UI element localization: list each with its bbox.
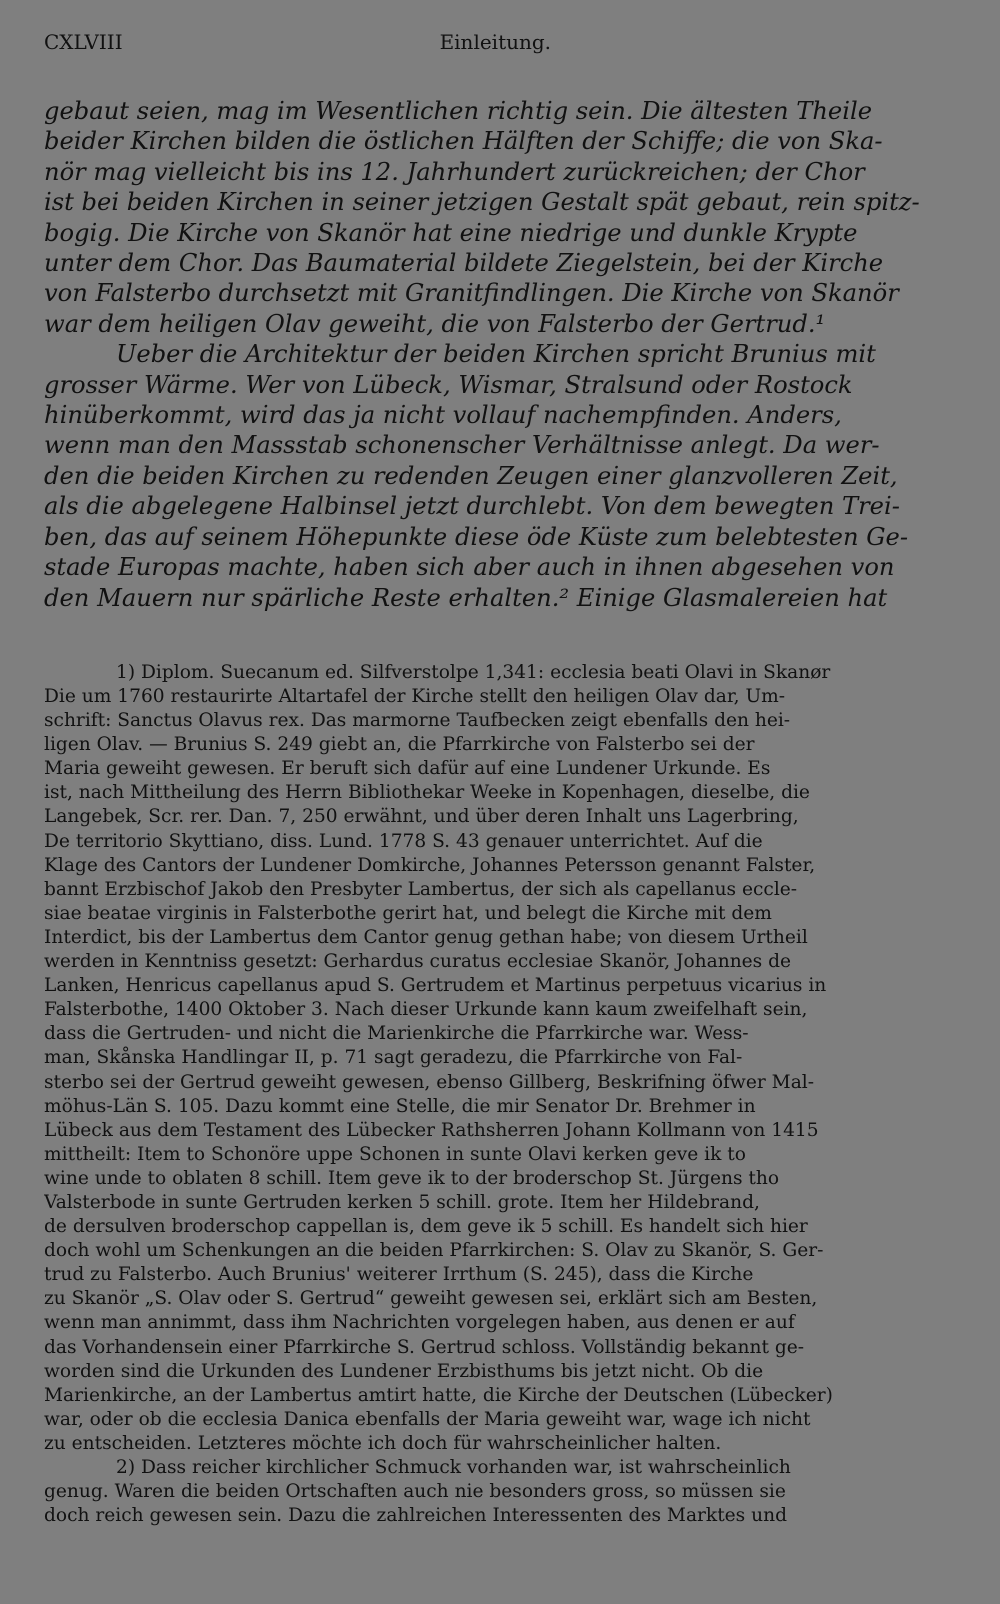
body-line: bogig. Die Kirche von Skanör hat eine niedrige und dunkle Krypte [44, 218, 858, 247]
footnote-line: ist, nach Mittheilung des Herrn Bibliothekar Weeke in Kopenhagen, dieselbe, die [44, 782, 810, 804]
footnote-separator [44, 613, 958, 661]
body-line: stade Europas machte, haben sich aber auch in ihnen abgesehen von [44, 553, 895, 582]
footnote-line: schrift: Sanctus Olavus rex. Das marmorne Taufbecken zeigt ebenfalls den hei- [44, 710, 791, 732]
body-line: wenn man den Massstab schonenscher Verhältnisse anlegt. Da wer- [44, 431, 880, 460]
footnote-line: Falsterbothe, 1400 Oktober 3. Nach dieser Urkunde kann kaum zweifelhaft sein, [44, 999, 808, 1021]
footnote-line: Valsterbode in sunte Gertruden kerken 5 schill. grote. Item her Hildebrand, [44, 1191, 760, 1213]
footnote-line: ligen Olav. — Brunius S. 249 giebt an, die Pfarrkirche von Falsterbo sei der [44, 734, 755, 756]
body-line: den die beiden Kirchen zu redenden Zeugen einer glanzvolleren Zeit, [44, 461, 898, 490]
footnote-line: Langebek, Scr. rer. Dan. 7, 250 erwähnt, und über deren Inhalt uns Lagerbring, [44, 806, 799, 828]
footnote-line: Interdict, bis der Lambertus dem Cantor genug gethan habe; von diesem Urtheil [44, 926, 808, 948]
body-line: grosser Wärme. Wer von Lübeck, Wismar, Stralsund oder Rostock [44, 370, 853, 399]
body-line: unter dem Chor. Das Baumaterial bildete Ziegelstein, bei der Kirche [44, 249, 884, 278]
footnote-line: Lübeck aus dem Testament des Lübecker Rathsherren Johann Kollmann von 1415 [44, 1119, 819, 1141]
footnote-line: möhus-Län S. 105. Dazu kommt eine Stelle, die mir Senator Dr. Brehmer in [44, 1095, 756, 1117]
footnote-line: werden in Kenntniss gesetzt: Gerhardus curatus ecclesiae Skanör, Johannes de [44, 951, 792, 973]
footnote-line: Klage des Cantors der Lundener Domkirche, Johannes Petersson genannt Falster, [44, 854, 816, 876]
footnote-line: worden sind die Urkunden des Lundener Erzbisthums bis jetzt nicht. Ob die [44, 1360, 764, 1382]
page-header [44, 30, 958, 56]
body-line: beider Kirchen bilden die östlichen Hälften der Schiffe; die von Ska- [44, 127, 883, 156]
body-line: war dem heiligen Olav geweiht, die von Falsterbo der Gertrud.¹ [44, 309, 826, 338]
body-line: ben, das auf seinem Höhepunkte diese öde Küste zum belebtesten Ge- [44, 522, 909, 551]
footnote-line: das Vorhandensein einer Pfarrkirche S. Gertrud schloss. Vollständig bekannt ge- [44, 1336, 805, 1358]
footnote-line: man, Skånska Handlingar II, p. 71 sagt geradezu, die Pfarrkirche von Fal- [44, 1047, 743, 1069]
footnote-line: genug. Waren die beiden Ortschaften auch nie besonders gross, so müssen sie [44, 1481, 786, 1503]
footnote-line: de dersulven broderschop cappellan is, dem geve ik 5 schill. Es handelt sich hier [44, 1216, 808, 1238]
footnote-line: 2) Dass reicher kirchlicher Schmuck vorhanden war, ist wahrscheinlich [116, 1457, 791, 1478]
footnote-line: wenn man annimmt, dass ihm Nachrichten vorgelegen haben, aus denen er auf [44, 1312, 795, 1334]
footnote-line: war, oder ob die ecclesia Danica ebenfalls der Maria geweiht war, wage ich nicht [44, 1408, 811, 1430]
footnote-line: wine unde to oblaten 8 schill. Item geve ik to der broderschop St. Jürgens tho [44, 1167, 780, 1189]
body-line: den Mauern nur spärliche Reste erhalten.² Einige Glasmalereien hat [44, 583, 888, 612]
body-line: nör mag vielleicht bis ins 12. Jahrhundert zurückreichen; der Chor [44, 157, 865, 186]
footnote-line: mittheilt: Item to Schonöre uppe Schonen in sunte Olavi kerken geve ik to [44, 1143, 746, 1165]
main-text [44, 96, 958, 613]
running-title: Einleitung. [439, 30, 552, 54]
footnote-line: bannt Erzbischof Jakob den Presbyter Lambertus, der sich als capellanus eccle- [44, 878, 798, 900]
body-line: gebaut seien, mag im Wesentlichen richtig sein. Die ältesten Theile [44, 97, 873, 125]
footnote-line: sterbo sei der Gertrud geweiht gewesen, ebenso Gillberg, Beskrifning öfwer Mal- [44, 1071, 815, 1093]
footnote-line: doch reich gewesen sein. Dazu die zahlreichen Interessenten des Marktes und [44, 1505, 787, 1527]
footnote-line: doch wohl um Schenkungen an die beiden Pfarrkirchen: S. Olav zu Skanör, S. Ger- [44, 1240, 824, 1262]
footnote-line: De territorio Skyttiano, diss. Lund. 1778 S. 43 genauer unterrichtet. Auf die [44, 830, 763, 852]
footnote-line: Die um 1760 restaurirte Altartafel der Kirche stellt den heiligen Olav dar, Um- [44, 686, 786, 707]
footnote-line: dass die Gertruden- und nicht die Marienkirche die Pfarrkirche war. Wess- [44, 1023, 749, 1045]
footnote-line: trud zu Falsterbo. Auch Brunius' weiterer Irrthum (S. 245), dass die Kirche [44, 1264, 754, 1286]
footnote-line: Marienkirche, an der Lambertus amtirt hatte, die Kirche der Deutschen (Lübecker) [44, 1384, 833, 1406]
footnote-line: Maria geweiht gewesen. Er beruft sich dafür auf eine Lundener Urkunde. Es [44, 758, 771, 780]
page-number: CXLVIII [44, 30, 123, 54]
footnotes [44, 661, 958, 1528]
body-line: ist bei beiden Kirchen in seiner jetzigen Gestalt spät gebaut, rein spitz- [44, 188, 920, 217]
footnote-line: siae beatae virginis in Falsterbothe gerirt hat, und belegt die Kirche mit dem [44, 902, 772, 924]
footnote-line: 1) Diplom. Suecanum ed. Silfverstolpe 1,341: ecclesia beati Olavi in Skanør [116, 661, 831, 683]
body-line: hinüberkommt, wird das ja nicht vollauf nachempfinden. Anders, [44, 401, 842, 430]
footnote-line: zu entscheiden. Letzteres möchte ich doch für wahrscheinlicher halten. [44, 1432, 722, 1454]
footnote-line: Lanken, Henricus capellanus apud S. Gertrudem et Martinus perpetuus vicarius in [44, 975, 827, 997]
footnote-line: zu Skanör „S. Olav oder S. Gertrud“ geweiht gewesen sei, erklärt sich am Besten, [44, 1288, 818, 1310]
body-line: Ueber die Architektur der beiden Kirchen spricht Brunius mit [116, 340, 876, 369]
body-line: als die abgelegene Halbinsel jetzt durchlebt. Von dem bewegten Trei- [44, 492, 900, 521]
body-line: von Falsterbo durchsetzt mit Granitfindlingen. Die Kirche von Skanör [44, 279, 899, 308]
